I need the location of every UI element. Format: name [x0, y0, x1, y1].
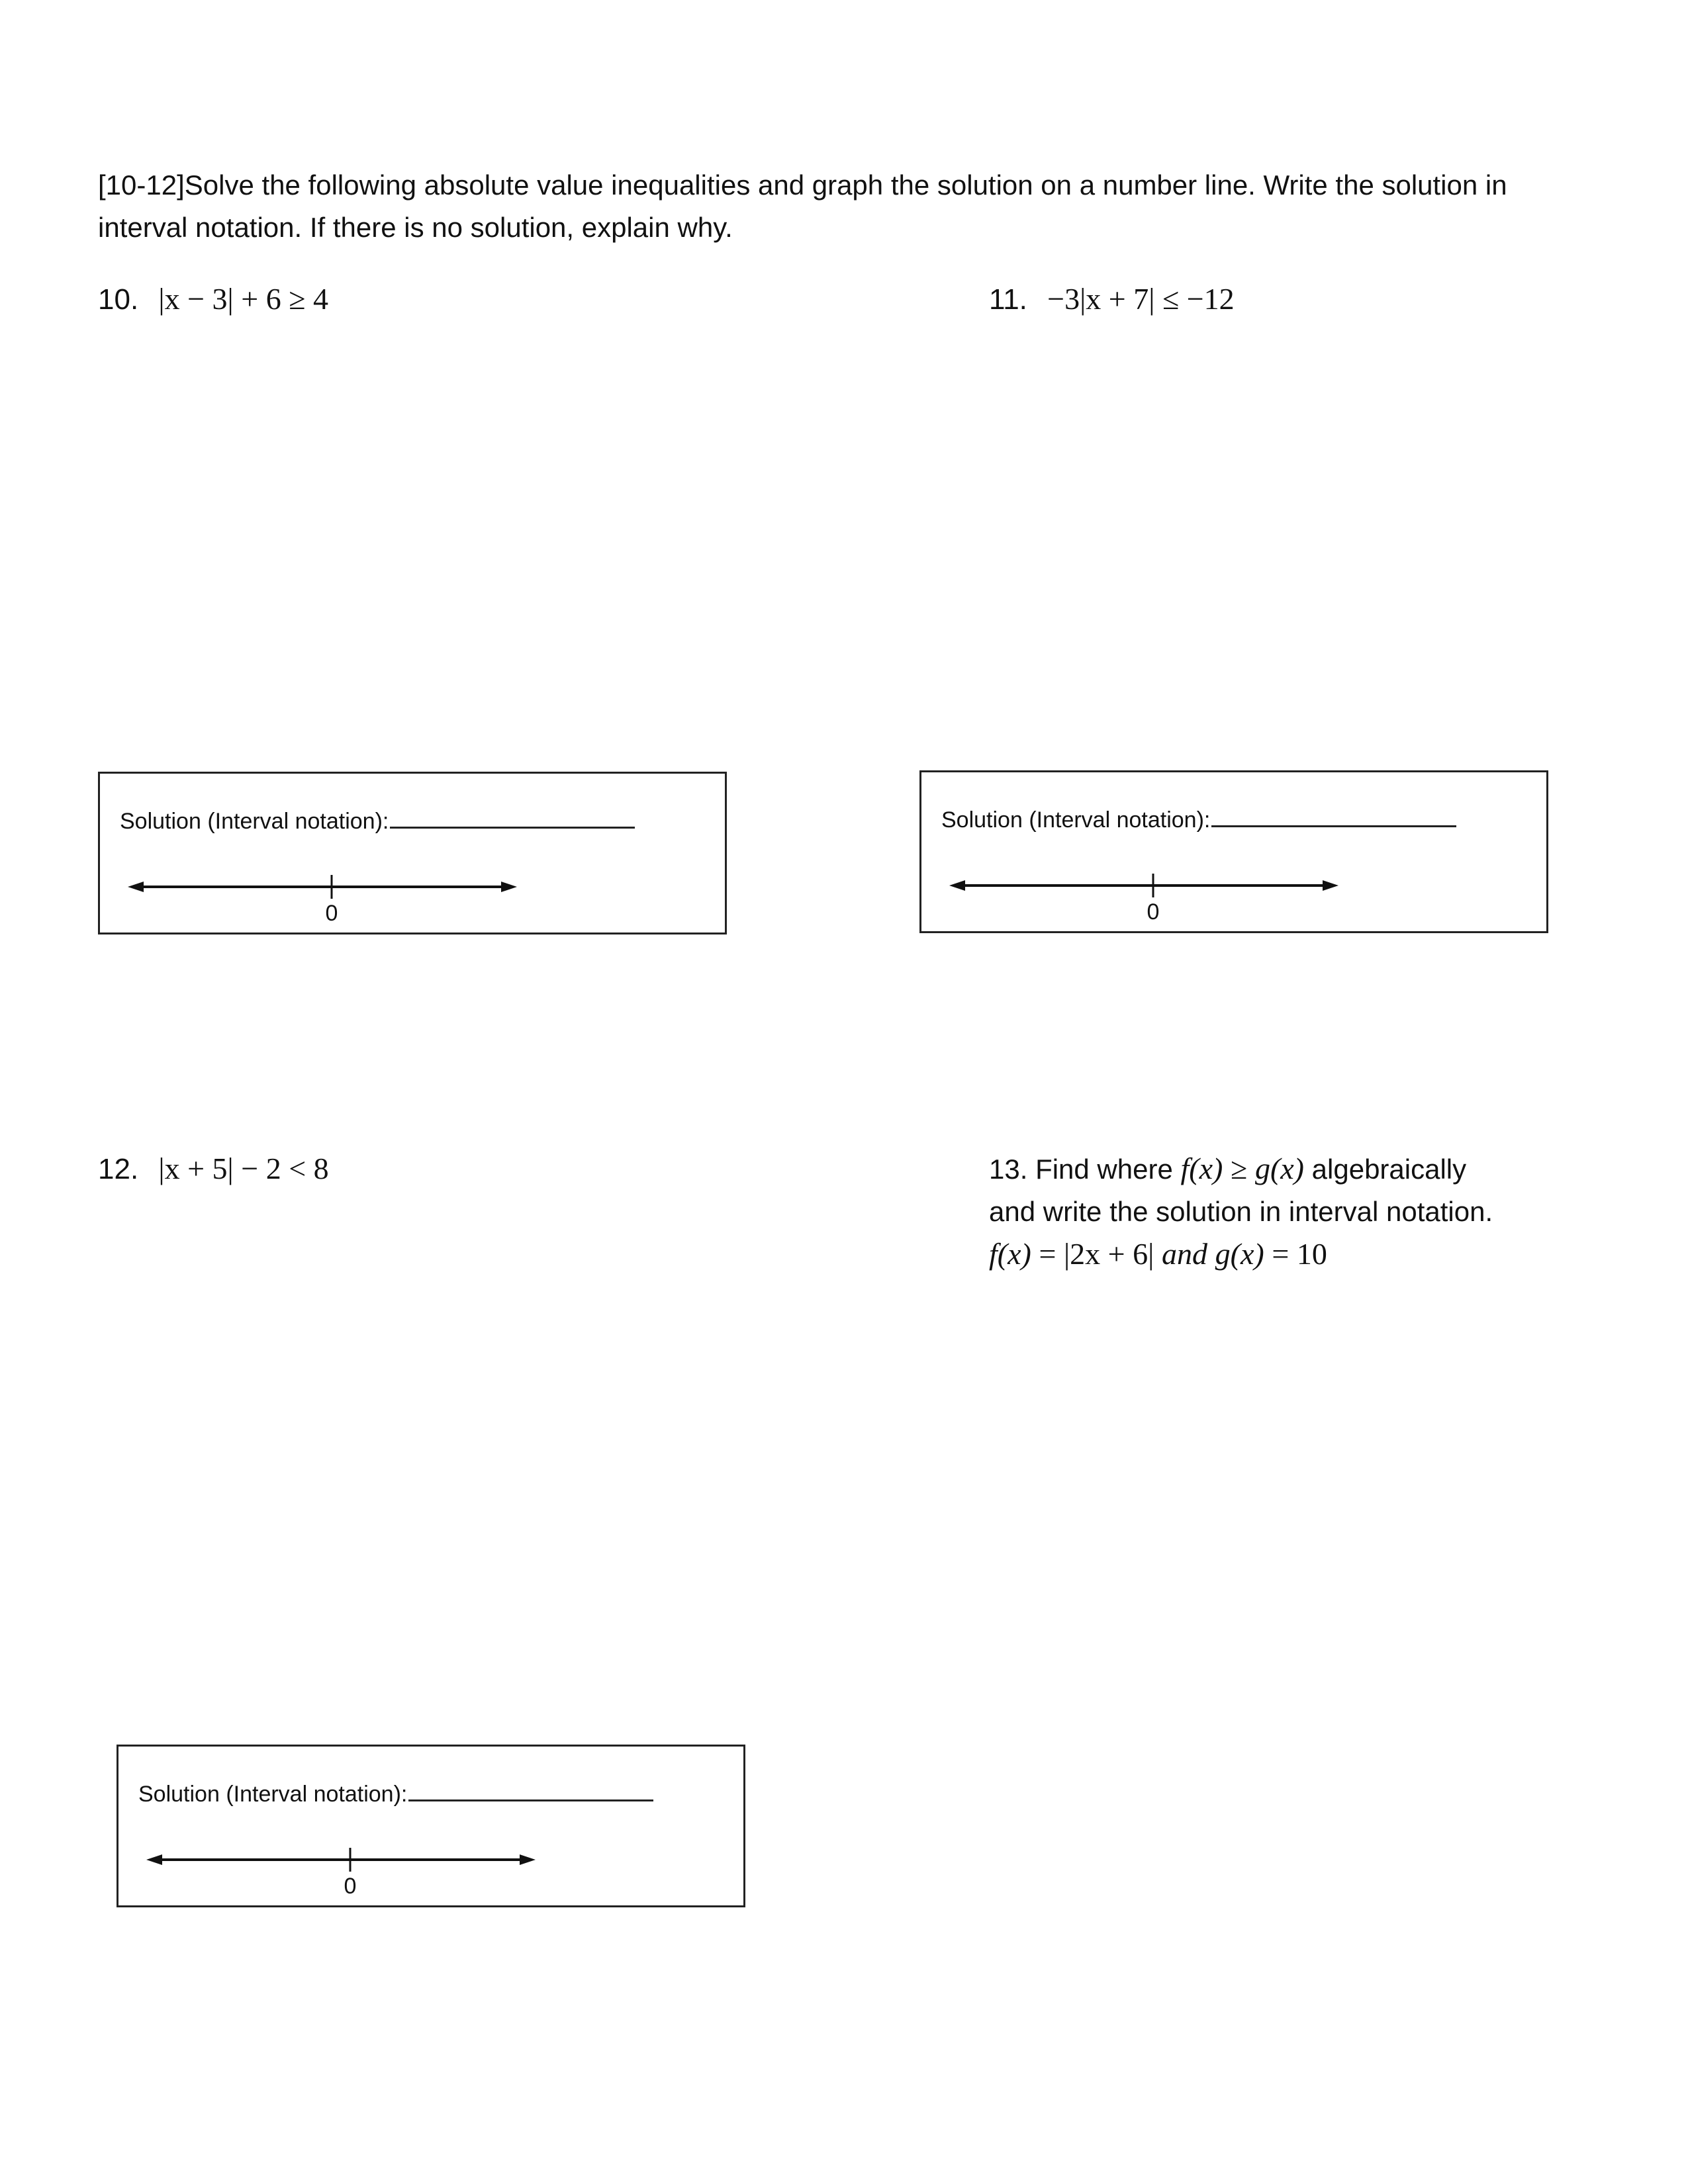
problem-expression: |x − 3| + 6 ≥ 4: [158, 282, 328, 316]
solution-label: Solution (Interval notation):: [138, 1782, 408, 1807]
answer-box-10: [98, 772, 727, 934]
f-of-x: f(x): [1180, 1152, 1223, 1185]
problem-12: [98, 1148, 329, 1191]
problem-10: [98, 278, 328, 321]
problem-number: 13.: [989, 1154, 1028, 1185]
answer-box-11: [919, 770, 1548, 933]
def-f: f(x): [989, 1237, 1031, 1271]
number-line[interactable]: [118, 1747, 743, 1905]
zero-label: 0: [344, 1874, 357, 1899]
zero-label: 0: [1147, 899, 1160, 925]
problem-13-text-a: Find where: [1035, 1154, 1173, 1185]
problem-number: 10.: [98, 283, 139, 316]
def-g-eq: = 10: [1272, 1237, 1327, 1271]
problem-number: 12.: [98, 1153, 139, 1185]
solution-label: Solution (Interval notation):: [941, 807, 1211, 833]
problem-13-text-b: algebraically: [1311, 1154, 1467, 1185]
def-and: and: [1162, 1237, 1207, 1271]
problem-expression: |x + 5| − 2 < 8: [158, 1152, 329, 1185]
problem-13: [989, 1148, 1493, 1276]
problem-number: 11.: [989, 283, 1027, 316]
g-of-x: g(x): [1254, 1152, 1304, 1185]
left-arrow-icon: [949, 880, 965, 891]
left-arrow-icon: [128, 882, 144, 892]
right-arrow-icon: [1323, 880, 1338, 891]
instructions-text: [10-12]Solve the following absolute value inequalities and graph the solution on a number line. Write the solution in interval notation. If there is no solution, explain why.: [98, 169, 1507, 243]
solution-label: Solution (Interval notation):: [120, 809, 389, 834]
answer-box-12: [117, 1745, 745, 1907]
problem-11: [989, 278, 1235, 321]
problem-expression: −3|x + 7| ≤ −12: [1047, 282, 1235, 316]
left-arrow-icon: [146, 1854, 162, 1865]
zero-label: 0: [325, 901, 338, 926]
right-arrow-icon: [501, 882, 517, 892]
number-line[interactable]: [921, 772, 1546, 931]
def-f-eq: = |2x + 6|: [1039, 1237, 1154, 1271]
def-g: g(x): [1215, 1237, 1264, 1271]
problem-13-line-2: and write the solution in interval notation.: [989, 1196, 1493, 1227]
right-arrow-icon: [520, 1854, 536, 1865]
problem-13-definitions: [989, 1233, 1493, 1276]
problem-13-line-1: [989, 1148, 1493, 1191]
ge-symbol: ≥: [1231, 1152, 1248, 1185]
number-line[interactable]: [100, 774, 725, 933]
